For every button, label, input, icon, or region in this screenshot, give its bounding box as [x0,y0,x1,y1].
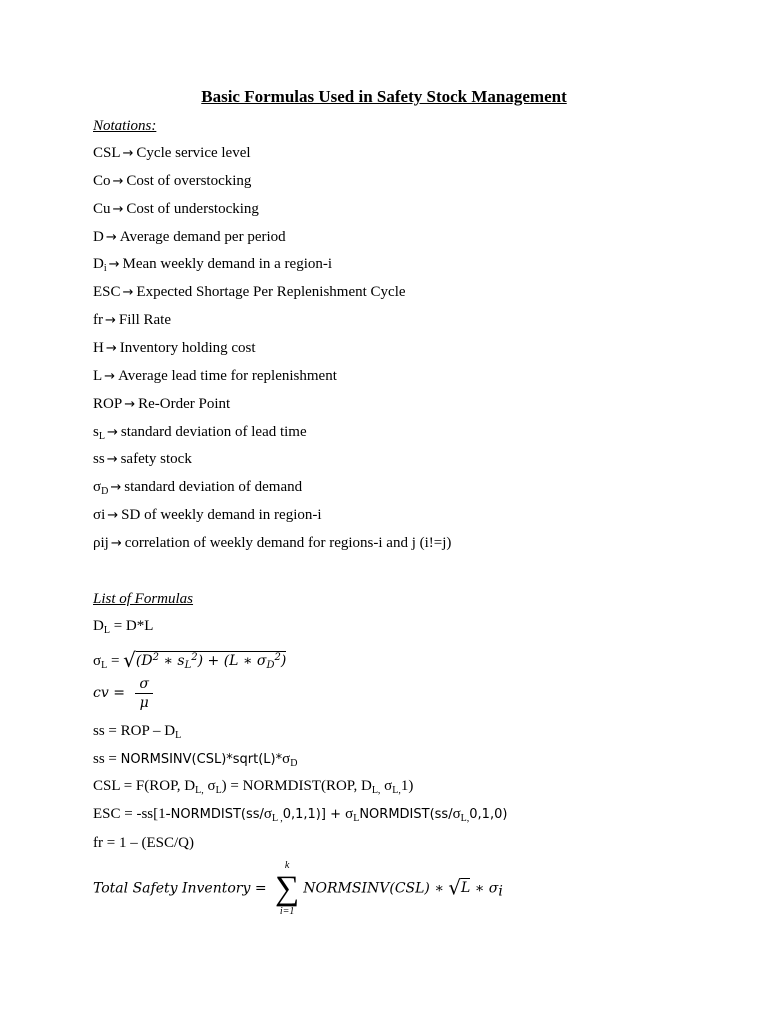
notation-item [93,507,322,524]
formula-expected-shortage: ESC = $-ss[1-NORMDIST(ss/\sigma_{L ,}0,1,1)]$ + $\sigma_LNORMDIST(ss/\sigma_{L,}0,1,0)$ [93,806,508,824]
notation-description: Average demand per period [119,228,286,245]
notation-symbol: fr [93,312,103,329]
arrow-right-icon: → [108,257,120,273]
notation-symbol: H [93,339,104,356]
arrow-right-icon: → [105,313,116,329]
notation-subscript: L [98,430,105,442]
arrow-right-icon: → [104,368,116,384]
notation-description: Cycle service level [136,145,251,161]
arrow-right-icon: → [124,396,136,412]
arrow-right-icon: → [112,201,124,217]
notation-description: Expected Shortage Per Replenishment Cycle [136,284,406,301]
formulas-heading: List of Formulas [93,591,194,607]
notation-subscript: D [101,486,109,498]
notation-symbol: σi [93,507,106,524]
formula-total-safety-inventory: Total Safety Inventory = k ∑ i=1 NORMSINV(CSL) ∗ √L ∗ $\sigma_i$ [93,860,503,917]
summation-icon: ∑ [275,870,300,907]
notation-subscript: i [103,263,107,275]
arrow-right-icon: → [122,146,134,161]
notation-symbol: ρij [93,534,109,551]
notation-item [93,201,259,218]
notation-symbol: Cu [93,200,111,217]
notation-item [93,145,251,162]
notation-symbol: ESC [93,284,121,301]
notations-heading: Notations: [93,118,157,134]
notation-symbol: s [93,423,99,440]
formula-coefficient-of-variation: cv = $\frac{\sigma}{\mu}$ [93,676,153,711]
notation-symbol: D [93,228,104,245]
notation-description: standard deviation of demand [124,479,303,496]
page-title: Basic Formulas Used in Safety Stock Management [201,87,567,106]
arrow-right-icon: → [122,285,134,301]
square-root-icon: √ [448,875,462,900]
notation-item [93,479,302,496]
arrow-right-icon: → [112,173,124,189]
notation-item [93,535,451,552]
arrow-right-icon: → [107,508,119,524]
formula-sigma-lead-time: $\sigma_L = √(D^2$ ∗ $s_L^2) + (L$ ∗ $\sigma_D^2$) [93,648,287,672]
radicand: ($D^2$ ∗ $s_L^2) + (L$ ∗ $\sigma_D^2$) [135,652,287,671]
notation-symbol: L [93,367,103,384]
notation-description: Cost of understocking [126,200,259,217]
fraction: $\frac{\sigma}{\mu}$ [135,676,153,711]
arrow-right-icon: → [105,340,117,356]
formula-cycle-service-level: CSL = F(ROP, $D_{L,}$ $\sigma_L$) = NORMDIST(ROP, $D_{L,}$ $\sigma_{L,}1$) [93,778,414,796]
arrow-right-icon: → [110,535,122,551]
square-root-icon: √ [123,648,136,672]
arrow-right-icon: → [106,424,118,440]
formula-fill-rate: fr = 1 – (ESC/Q) [93,835,194,851]
formula-safety-stock-normsinv: ss = $NORMSINV(CSL)*sqrt(L)*\sigma_D$ [93,751,298,769]
formula-demand-during-lead-time: $D_L = D*L$ [93,618,154,636]
notation-item [93,229,286,246]
notation-description: Re-Order Point [138,395,231,412]
notation-description: safety stock [120,451,192,468]
summation: k ∑ i=1 [275,860,300,917]
notation-item [93,173,251,190]
notation-symbol: σ [93,479,102,496]
notation-description: Fill Rate [118,312,171,329]
notation-description: Average lead time for replenishment [118,367,337,384]
notation-description: Cost of overstocking [126,172,252,189]
notation-symbol: ss [93,451,105,468]
notation-item [93,256,332,273]
notation-symbol: Co [93,172,111,189]
notation-item [93,368,337,385]
arrow-right-icon: → [110,480,122,496]
notation-description: Inventory holding cost [119,339,256,356]
notation-symbol: D [93,256,104,273]
notation-symbol: CSL [93,145,121,161]
notation-description: correlation of weekly demand for regions-i and j (i!=j) [124,534,452,551]
notation-item [93,424,307,441]
arrow-right-icon: → [106,452,118,468]
notation-description: standard deviation of lead time [120,423,307,440]
notation-item [93,340,256,357]
notation-description: Mean weekly demand in a region-i [122,256,333,273]
notation-item [93,396,230,413]
notation-description: SD of weekly demand in region-i [121,507,322,524]
notation-symbol: ROP [93,395,123,412]
arrow-right-icon: → [105,229,117,245]
notation-item [93,312,171,329]
formula-safety-stock-rop: ss = ROP – $D_L$ [93,723,182,741]
notation-item [93,284,406,301]
notation-item [93,451,192,468]
